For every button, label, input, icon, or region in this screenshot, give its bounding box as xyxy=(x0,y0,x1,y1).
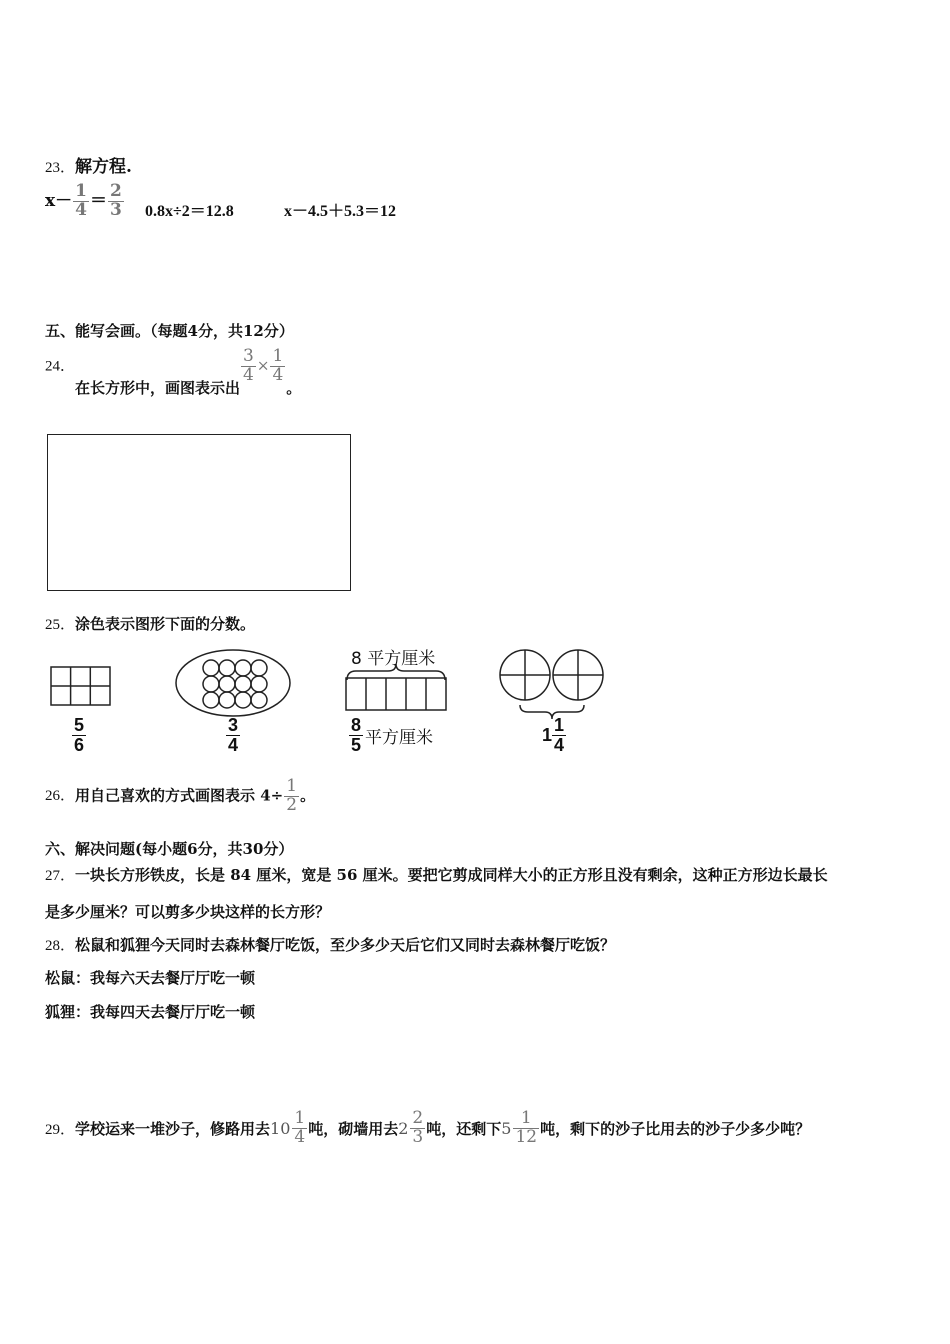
fig4-label: 1 $\frac{1}{4}$ xyxy=(542,715,565,755)
q23-equation-2: 0.8x÷2＝12.8 xyxy=(145,203,234,220)
fig3-bar[interactable] xyxy=(346,664,446,710)
q28-question: 28．松鼠和狐狸今天同时去森林餐厅吃饭，至少多少天后它们又同时去森林餐厅吃饭？ xyxy=(45,936,616,954)
q28-squirrel: 松鼠：我每六天去餐厅厅吃一顿 xyxy=(45,969,256,987)
q25-figures xyxy=(0,640,950,720)
fig4-fraction: $\frac{1}{4}$ xyxy=(554,715,565,755)
fraction: $\frac{1}{4}$ xyxy=(75,181,87,220)
q27-line1: 27．一块长方形铁皮，长是 84 厘米，宽是 56 厘米。要把它剪成同样大小的正方形且没有剩余，这种正方形边长最长 xyxy=(45,866,828,884)
fig4-circles[interactable] xyxy=(500,650,603,719)
drawing-rectangle[interactable] xyxy=(47,434,351,591)
q23-equation-3: x－4.5＋5.3＝12 xyxy=(284,203,397,220)
q25-question: 25．涂色表示图形下面的分数。 xyxy=(45,615,256,633)
q23-title: 解方程. xyxy=(75,157,132,177)
fig3-label: $\frac{8}{5}$ 平方厘米 xyxy=(351,715,434,755)
mixed-number: 2 $\frac{2}{3}$ xyxy=(398,1108,424,1147)
q23-equation-1: x－ $\frac{1}{4}$ ＝ $\frac{2}{3}$ xyxy=(45,181,122,220)
fraction: $\frac{2}{3}$ xyxy=(109,181,122,220)
mixed-number: 10 $\frac{1}{4}$ xyxy=(270,1108,306,1147)
q29-question: 29． 学校运来一堆沙子，修路用去 10 $\frac{1}{4}$ 吨，砌墙用去 2 $\frac{2}{3}$ 吨，还剩下 5 $\frac{1}{12}$ 吨，剩下的沙子比用去的沙子少多少吨？ xyxy=(45,1108,811,1147)
q27-line2: 是多少厘米？可以剪多少块这样的长方形？ xyxy=(45,903,331,921)
fig2-fraction: $\frac{3}{4}$ xyxy=(228,715,239,755)
fraction: $\frac{1}{4}$ xyxy=(272,346,284,385)
section-5-title: 五、能写会画。（每题4分，共12分） xyxy=(45,322,294,340)
mixed-number: 5 $\frac{1}{12}$ xyxy=(501,1108,538,1147)
fraction: $\frac{1}{2}$ xyxy=(286,776,298,815)
fraction: $\frac{3}{4}$ xyxy=(243,346,254,385)
q23-heading xyxy=(45,152,132,177)
q26-question: 26．用自己喜欢的方式画图表示 4÷ $\frac{1}{2}$ 。 xyxy=(45,776,316,815)
q23-number: 23． xyxy=(45,160,76,176)
section-6-title: 六、解决问题(每小题6分，共30分） xyxy=(45,840,294,858)
q24-question: 24．在长方形中，画图表示出 $\frac{3}{4}$ × $\frac{1}{4}$ 。 xyxy=(45,346,302,398)
q28-fox: 狐狸：我每四天去餐厅厅吃一顿 xyxy=(45,1003,256,1021)
fig2-ellipse-circles[interactable] xyxy=(176,650,290,716)
fig3-top-label: 8 平方厘米 xyxy=(351,649,436,669)
fig1-grid[interactable] xyxy=(51,667,110,705)
fig1-fraction: $\frac{5}{6}$ xyxy=(74,715,85,755)
fig3-fraction: $\frac{8}{5}$ xyxy=(351,715,362,755)
